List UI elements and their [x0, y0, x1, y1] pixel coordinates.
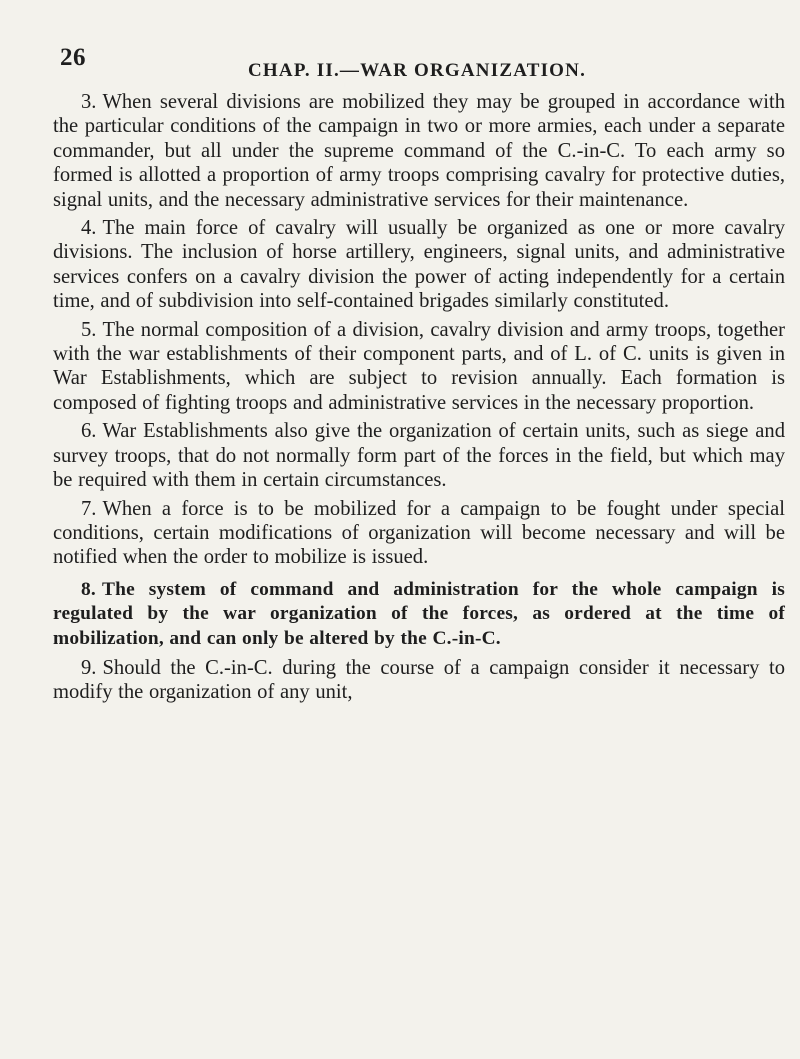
paragraph-text: When several divisions are mobilized they may be grouped in accordance with the particular conditions of the campaign in two or more armies, each under a separate commander, but all under the supreme command of the C.-in-C. To each army so formed is allotted a proportion of army troops comprising cavalry for protective duties, signal units, and the necessary administrative services for their maintenance.: [53, 91, 785, 211]
paragraph-7: [53, 497, 785, 570]
paragraph-text: When a force is to be mobilized for a campaign to be fought under special conditions, certain modifications of organization will become necessary and will be notified when the order to mobilize is issued.: [53, 497, 785, 569]
paragraph-number: 5.: [81, 318, 97, 341]
paragraph-number: 9.: [81, 656, 97, 679]
paragraph-5: [53, 318, 785, 416]
paragraph-number: 3.: [81, 91, 97, 113]
paragraph-text: The normal composition of a division, cavalry division and army troops, together with the war establishments of their component parts, and of L. of C. units is given in War Establishments, which are subject to revision annually. Each formation is composed of fighting troops and administrative services in the necessary proportion.: [53, 318, 785, 414]
paragraph-text: War Establishments also give the organization of certain units, such as siege and survey troops, that do not normally form part of the forces in the field, but which may be required with them in certain circumstances.: [53, 420, 785, 492]
paragraph-text: Should the C.-in-C. during the course of a campaign consider it necessary to modify the organization of any unit,: [53, 656, 785, 703]
paragraph-6: [53, 419, 785, 492]
paragraph-9: [53, 656, 785, 705]
paragraph-number: 8.: [81, 578, 96, 600]
paragraph-3: [53, 90, 785, 212]
running-head: CHAP. II.—WAR ORGANIZATION.: [248, 60, 587, 81]
paragraph-text: The system of command and administration for the whole campaign is regulated by the war organization of the forces, as ordered at the time of mobilization, and can only be altered by the C.-in-C.: [53, 578, 785, 649]
paragraph-number: 7.: [81, 497, 97, 520]
paragraph-8: [53, 578, 785, 652]
paragraph-text: The main force of cavalry will usually be organized as one or more cavalry divisions. The inclusion of horse artillery, engineers, signal units, and administrative services confers on a cavalry division the power of acting independently for a certain time, and of subdivision into self-contained brigades similarly constituted.: [53, 217, 785, 313]
paragraph-4: [53, 216, 785, 314]
paragraph-number: 4.: [81, 217, 97, 240]
paragraph-number: 6.: [81, 420, 97, 443]
body-text: [53, 90, 785, 708]
page-number: 26: [60, 44, 86, 71]
